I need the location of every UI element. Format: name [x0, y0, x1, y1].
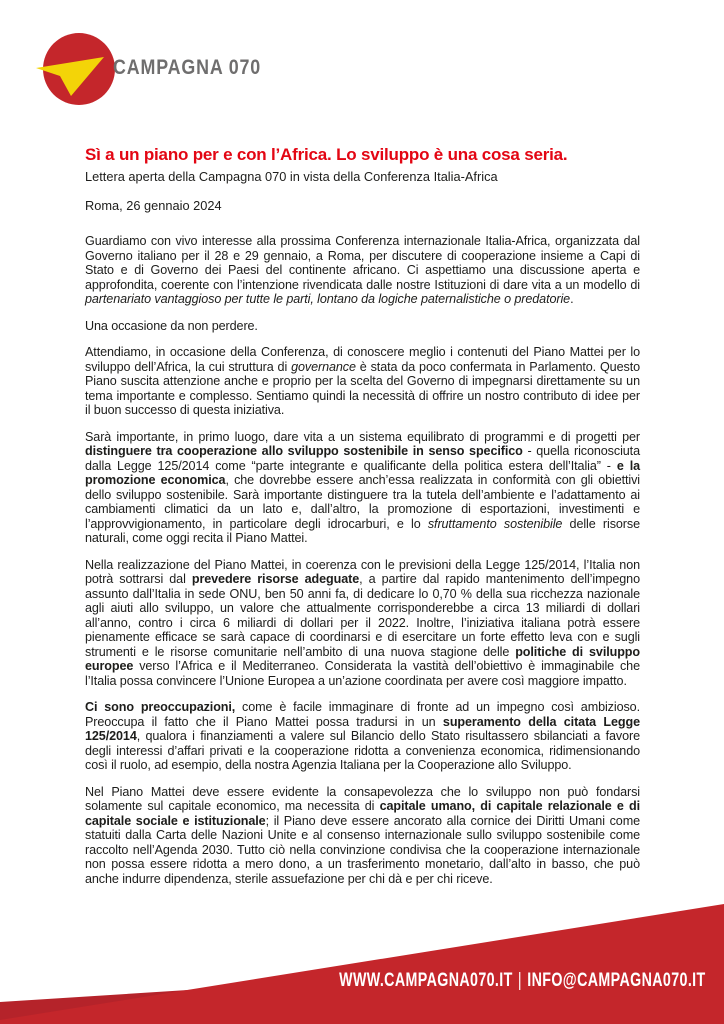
text-run: , a partire dal rapido mantenimento dell’impegno assunto dall’Italia in sede ONU, ben 50 anni fa, di dedicare lo 0,70 % della sua ricchezza nazionale agli aiuti allo sviluppo, un valore che attualmente corrisponderebbe a circa 13 miliardi di dollari all’anno, contro i circa 6 miliardi di dollari per il 2022. Inoltre, l’iniziativa italiana potrà essere pienamente efficace se sarà capace di coordinarsi e di esercitare un forte effetto leva con e sugli strumenti e le risorse comunitarie nell’ambito di una nuova stagione delle	[85, 572, 640, 659]
text-run: delle risorse naturali, come oggi recita il Piano Mattei.	[85, 516, 640, 545]
text-run: capitale umano, di capitale relazionale e di capitale sociale e istituzionale	[85, 799, 640, 828]
text-run: Sarà importante, in primo luogo, dare vita a un sistema equilibrato di programmi e di progetti per	[85, 429, 640, 444]
footer-website-link[interactable]: WWW.CAMPAGNA070.IT	[339, 970, 514, 991]
text-run: e la promozione economica	[85, 458, 641, 487]
text-run: partenariato vantaggioso per tutte le parti, lontano da logiche paternalistiche o predatorie	[85, 292, 571, 306]
paragraph	[85, 430, 640, 546]
text-run: verso l’Africa e il Mediterraneo. Considerata la vastità dell’obiettivo è immaginabile che l’Italia possa convincere l’Unione Europea a un’azione coordinata per avere così maggiore impatto.	[85, 659, 640, 688]
text-run: Guardiamo con vivo interesse alla prossima Conferenza internazionale Italia-Africa, organizzata dal Governo italiano per il 28 e 29 gennaio, a Roma, per discutere di cooperazione insieme a Capi di Stato e di Governo dei Paesi del continente africano. Ci aspettiamo una discussione aperta e approfondita, coerente con l’intenzione rivendicata dalle nostre Istituzioni di dare vita a un modello di	[85, 234, 640, 292]
text-run: Nella realizzazione del Piano Mattei, in coerenza con le previsioni della Legge 125/2014, l’Italia non potrà sottrarsi dal	[85, 557, 640, 586]
text-run: Una occasione da non perdere.	[85, 318, 258, 333]
text-run: sfruttamento sostenibile	[427, 516, 563, 531]
text-run: , che dovrebbe essere anch’essa realizzata in conformità con gli obiettivi dello sviluppo sostenibile. Sarà importante distinguere tra la tutela dell’ambiente e l’adattamento ai cambiamenti climatici da un lato e, dall’altro, la promozione di esportazioni, investimenti e l’approvvigionamento, in particolare degli idrocarburi, e lo	[85, 473, 640, 531]
text-run: - quella riconosciuta dalla Legge 125/2014 come “parte integrante e qualificante della politica estera dell’Italia” -	[85, 444, 640, 473]
paragraph	[85, 234, 640, 307]
footer-band-main	[0, 904, 724, 1024]
letter-content	[85, 145, 640, 898]
paragraph	[85, 785, 640, 887]
letter-subtitle: Lettera aperta della Campagna 070 in vista della Conferenza Italia-Africa	[85, 169, 498, 184]
text-run: Nel Piano Mattei deve essere evidente la consapevolezza che lo sviluppo non può fondarsi solamente sul capitale economico, ma necessita di	[85, 784, 640, 813]
footer-contact	[340, 970, 706, 992]
text-run: è stata da poco confermata in Parlamento. Questo Piano suscita attenzione anche e proprio per la scelta del Governo di impegnarsi direttamente su un tema importante e complesso. Sentiamo quindi la necessità di offrire un nostro contributo di idee per il buon successo di questa iniziativa.	[85, 359, 640, 417]
paragraph	[85, 319, 640, 334]
text-run: ; il Piano deve essere ancorato alla cornice dei Diritti Umani come statuiti dalla Carta delle Nazioni Unite e al consenso internazionale sullo sviluppo sostenibile come raccolto nell’Agenda 2030. Tutto ciò nella convinzione condivisa che la cooperazione internazionale non possa essere ridotta a mero dono, a un trasferimento monetario, dall’alto in basso, che può anche indurre dipendenza, sterile assuefazione per chi dà e per chi riceve.	[85, 813, 640, 886]
text-run: Attendiamo, in occasione della Conferenza, di conoscere meglio i contenuti del Piano Mattei per lo sviluppo dell’Africa, la cui struttura di	[85, 345, 640, 374]
brand-text: CAMPAGNA 070	[113, 56, 262, 79]
text-run: Ci sono preoccupazioni,	[85, 700, 236, 714]
text-run: politiche di sviluppo europee	[85, 644, 640, 673]
text-run: .	[570, 292, 574, 306]
text-run: , qualora i finanziamenti a valere sul Bilancio dello Stato risultassero sbilanciati a favore degli interessi d’affari privati e la cooperazione ridotta a convenienza economica, ridimensionando così il ruolo, ad esempio, della nostra Agenzia Italiana per la Cooperazione allo Sviluppo.	[85, 729, 640, 772]
text-run: governance	[291, 359, 356, 374]
letter-title: Sì a un piano per e con l’Africa. Lo sviluppo è una cosa seria.	[85, 145, 568, 164]
paragraphs	[85, 234, 640, 886]
text-run: prevedere risorse adeguate	[191, 572, 360, 586]
paragraph	[85, 700, 640, 773]
footer-ribbon	[0, 900, 724, 1024]
paragraph	[85, 558, 640, 689]
text-run: come è facile immaginare di fronte ad un impegno così ambizioso. Preoccupa il fatto che il Piano Mattei possa tradursi in un	[85, 700, 640, 729]
paragraph	[85, 345, 640, 418]
letter-dateline: Roma, 26 gennaio 2024	[85, 198, 222, 213]
text-run: distinguere tra cooperazione allo sviluppo sostenibile in senso specifico	[85, 444, 523, 458]
text-run: superamento della citata Legge 125/2014	[85, 714, 640, 743]
footer-separator: |	[518, 970, 523, 991]
footer	[0, 900, 724, 1024]
footer-email-link[interactable]: INFO@CAMPAGNA070.IT	[527, 970, 706, 991]
